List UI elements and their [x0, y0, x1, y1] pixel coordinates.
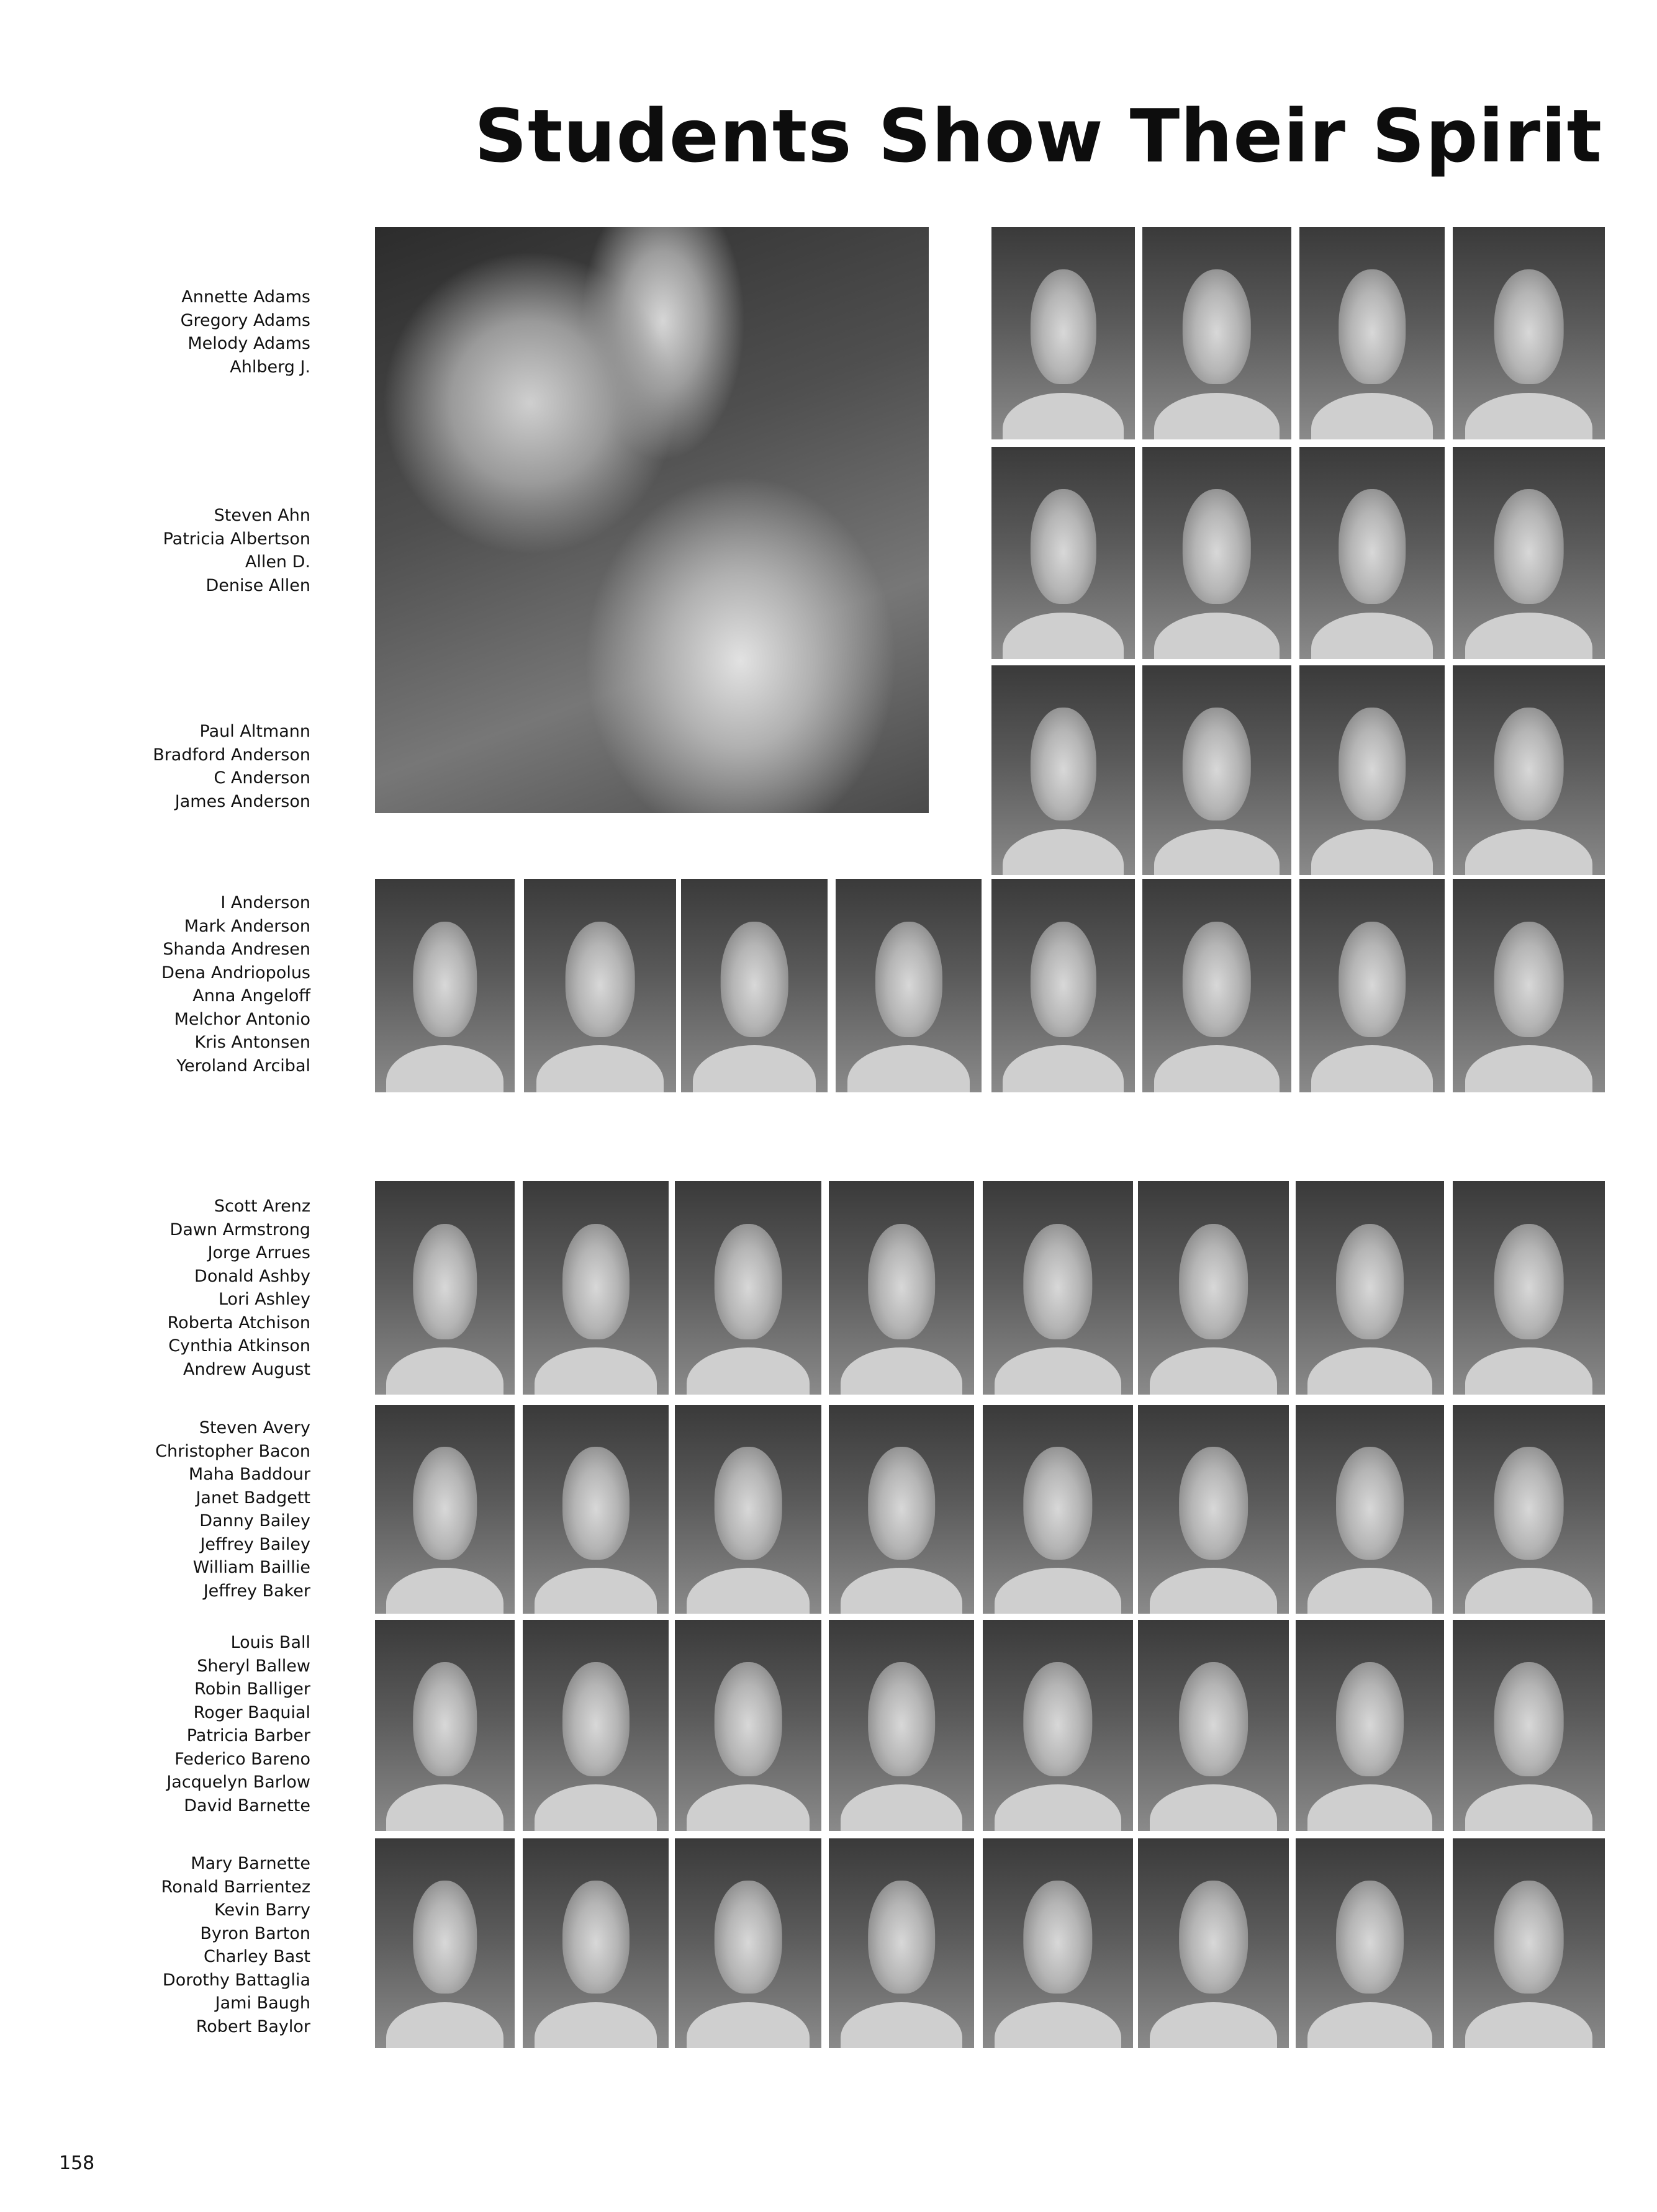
portrait-face — [1336, 1447, 1404, 1559]
student-name: Danny Bailey — [199, 1511, 310, 1531]
portrait-shoulders — [535, 1784, 657, 1831]
portrait-face — [1183, 489, 1251, 604]
student-name: Jeffrey Bailey — [200, 1534, 310, 1554]
portrait-face — [1336, 1662, 1404, 1776]
portrait-shoulders — [1307, 1784, 1432, 1831]
portrait-shoulders — [1154, 613, 1280, 659]
student-portrait — [523, 1620, 669, 1831]
portrait-face — [875, 922, 942, 1037]
portrait-face — [1494, 1662, 1564, 1776]
student-portrait — [1299, 227, 1445, 439]
student-name: Paul Altmann — [199, 722, 310, 741]
portrait-shoulders — [995, 2002, 1121, 2048]
portrait-shoulders — [1311, 613, 1434, 659]
student-portrait — [983, 1405, 1133, 1614]
student-name: Jorge Arrues — [207, 1243, 310, 1262]
student-portrait — [375, 1405, 515, 1614]
portrait-face — [1339, 708, 1406, 821]
portrait-face — [1030, 708, 1096, 821]
student-portrait — [1296, 1181, 1444, 1395]
portrait-face — [715, 1447, 782, 1559]
student-name: Byron Barton — [200, 1923, 310, 1943]
portrait-face — [1494, 1224, 1564, 1339]
student-portrait — [836, 879, 982, 1092]
student-name: C Anderson — [214, 768, 310, 788]
portrait-face — [1023, 1881, 1092, 1994]
student-name: Louis Ball — [230, 1633, 310, 1652]
student-portrait — [681, 879, 828, 1092]
student-name: Jami Baugh — [215, 1994, 310, 2013]
portrait-shoulders — [386, 1568, 503, 1614]
student-portrait — [1453, 1181, 1605, 1395]
student-portrait — [1142, 879, 1291, 1092]
portrait-face — [1023, 1224, 1092, 1339]
portrait-shoulders — [1465, 2002, 1593, 2048]
portrait-shoulders — [536, 1045, 664, 1092]
student-name: Roger Baquial — [193, 1702, 310, 1722]
portrait-face — [715, 1662, 782, 1776]
student-name: Kris Antonsen — [194, 1033, 310, 1052]
portrait-face — [1494, 1881, 1564, 1994]
student-name: Melody Adams — [187, 334, 310, 353]
name-list-group-2 — [50, 504, 310, 597]
student-name: Sheryl Ballew — [197, 1656, 310, 1676]
portrait-shoulders — [1150, 1347, 1276, 1395]
portrait-shoulders — [1150, 1568, 1276, 1614]
student-portrait — [991, 227, 1135, 439]
portrait-face — [1494, 922, 1564, 1037]
student-portrait — [1453, 227, 1605, 439]
portrait-shoulders — [687, 1347, 810, 1395]
name-list-group-5 — [50, 1195, 310, 1381]
student-portrait — [991, 665, 1135, 875]
portrait-face — [868, 1881, 935, 1994]
student-name: Maha Baddour — [188, 1465, 310, 1484]
portrait-face — [1494, 708, 1564, 821]
portrait-shoulders — [1465, 1045, 1593, 1092]
portrait-shoulders — [995, 1347, 1121, 1395]
student-portrait — [375, 1181, 515, 1395]
name-list-group-6 — [50, 1416, 310, 1603]
portrait-face — [1339, 489, 1406, 604]
student-name: Christopher Bacon — [155, 1441, 310, 1461]
student-portrait — [983, 1838, 1133, 2048]
student-portrait — [675, 1181, 821, 1395]
student-portrait — [1299, 879, 1445, 1092]
portrait-face — [413, 1662, 477, 1776]
portrait-shoulders — [386, 1347, 503, 1395]
student-name: Bradford Anderson — [153, 745, 310, 765]
portrait-face — [1494, 1447, 1564, 1559]
portrait-shoulders — [841, 1784, 963, 1831]
student-portrait — [983, 1181, 1133, 1395]
portrait-shoulders — [687, 1568, 810, 1614]
portrait-face — [562, 1662, 629, 1776]
student-name: Janet Badgett — [196, 1488, 310, 1508]
student-name: Dorothy Battaglia — [162, 1970, 310, 1990]
student-name: Steven Avery — [199, 1418, 310, 1437]
page-number: 158 — [59, 2152, 95, 2174]
student-name: Scott Arenz — [214, 1197, 310, 1216]
student-name: Charley Bast — [203, 1947, 310, 1966]
student-name: Ronald Barrientez — [161, 1877, 310, 1897]
student-portrait — [829, 1181, 974, 1395]
student-name: Andrew August — [183, 1359, 310, 1379]
page-title: Students Show Their Spirit — [474, 93, 1602, 179]
portrait-shoulders — [693, 1045, 816, 1092]
student-portrait — [523, 1181, 669, 1395]
student-name: Allen D. — [245, 552, 310, 572]
candid-crowd-photo — [375, 227, 929, 813]
student-portrait — [1296, 1405, 1444, 1614]
student-portrait — [1138, 1620, 1289, 1831]
portrait-face — [715, 1881, 782, 1994]
portrait-shoulders — [1307, 1568, 1432, 1614]
portrait-shoulders — [1311, 393, 1434, 439]
portrait-face — [1179, 1224, 1248, 1339]
portrait-shoulders — [1003, 829, 1123, 875]
student-name: Jeffrey Baker — [203, 1581, 310, 1601]
portrait-face — [562, 1447, 629, 1559]
portrait-shoulders — [841, 1347, 963, 1395]
student-name: David Barnette — [184, 1796, 310, 1815]
student-portrait — [983, 1620, 1133, 1831]
portrait-face — [1183, 269, 1251, 384]
student-portrait — [1453, 879, 1605, 1092]
student-portrait — [375, 879, 515, 1092]
student-name: Gregory Adams — [180, 310, 310, 330]
portrait-shoulders — [1307, 2002, 1432, 2048]
student-portrait — [1453, 1405, 1605, 1614]
student-name: Dena Andriopolus — [161, 963, 310, 982]
student-name: Kevin Barry — [214, 1900, 310, 1920]
portrait-face — [715, 1224, 782, 1339]
portrait-shoulders — [1003, 393, 1123, 439]
student-name: William Baillie — [192, 1558, 310, 1577]
name-list-group-7 — [50, 1631, 310, 1817]
student-portrait — [1138, 1405, 1289, 1614]
student-name: Yeroland Arcibal — [176, 1056, 310, 1076]
portrait-face — [1030, 489, 1096, 604]
portrait-shoulders — [386, 1784, 503, 1831]
portrait-shoulders — [1003, 1045, 1123, 1092]
portrait-shoulders — [1003, 613, 1123, 659]
portrait-shoulders — [841, 1568, 963, 1614]
portrait-face — [868, 1447, 935, 1559]
student-portrait — [375, 1620, 515, 1831]
student-portrait — [675, 1620, 821, 1831]
portrait-shoulders — [1465, 1568, 1593, 1614]
student-portrait — [375, 1838, 515, 2048]
student-portrait — [1453, 1838, 1605, 2048]
portrait-face — [1336, 1224, 1404, 1339]
portrait-shoulders — [841, 2002, 963, 2048]
student-name: Patricia Albertson — [163, 529, 310, 549]
student-portrait — [1142, 447, 1291, 659]
portrait-face — [1023, 1662, 1092, 1776]
portrait-face — [1030, 922, 1096, 1037]
portrait-shoulders — [687, 2002, 810, 2048]
portrait-face — [1179, 1447, 1248, 1559]
portrait-face — [868, 1224, 935, 1339]
student-name: Mark Anderson — [184, 916, 310, 936]
student-portrait — [829, 1838, 974, 2048]
portrait-face — [413, 1447, 477, 1559]
student-portrait — [991, 879, 1135, 1092]
student-name: Ahlberg J. — [230, 357, 310, 377]
portrait-shoulders — [1465, 829, 1593, 875]
portrait-face — [1023, 1447, 1092, 1559]
portrait-face — [721, 922, 788, 1037]
portrait-face — [413, 1224, 477, 1339]
portrait-face — [1494, 269, 1564, 384]
student-portrait — [1296, 1620, 1444, 1831]
student-name: Denise Allen — [205, 575, 310, 595]
portrait-face — [562, 1881, 629, 1994]
portrait-face — [565, 922, 635, 1037]
student-name: Annette Adams — [181, 287, 310, 307]
student-portrait — [523, 1405, 669, 1614]
portrait-face — [1336, 1881, 1404, 1994]
student-portrait — [829, 1405, 974, 1614]
portrait-face — [1183, 922, 1251, 1037]
student-name: Shanda Andresen — [163, 940, 310, 959]
portrait-face — [1339, 269, 1406, 384]
student-portrait — [1453, 665, 1605, 875]
portrait-shoulders — [1150, 1784, 1276, 1831]
portrait-face — [1494, 489, 1564, 604]
student-portrait — [524, 879, 676, 1092]
student-name: Anna Angeloff — [192, 986, 310, 1005]
student-name: Mary Barnette — [191, 1854, 310, 1873]
student-name: Donald Ashby — [194, 1266, 310, 1286]
name-list-group-3 — [50, 720, 310, 813]
student-portrait — [523, 1838, 669, 2048]
student-portrait — [1299, 447, 1445, 659]
portrait-face — [1339, 922, 1406, 1037]
portrait-shoulders — [535, 1347, 657, 1395]
portrait-face — [1179, 1881, 1248, 1994]
student-portrait — [1296, 1838, 1444, 2048]
portrait-shoulders — [1311, 829, 1434, 875]
portrait-face — [1179, 1662, 1248, 1776]
portrait-shoulders — [535, 2002, 657, 2048]
student-portrait — [675, 1405, 821, 1614]
portrait-shoulders — [687, 1784, 810, 1831]
student-portrait — [829, 1620, 974, 1831]
portrait-shoulders — [1465, 393, 1593, 439]
portrait-shoulders — [1154, 393, 1280, 439]
portrait-shoulders — [1307, 1347, 1432, 1395]
student-name: Steven Ahn — [214, 506, 310, 525]
name-list-group-8 — [50, 1852, 310, 2038]
student-name: I Anderson — [220, 893, 310, 912]
portrait-face — [413, 922, 477, 1037]
portrait-face — [868, 1662, 935, 1776]
student-name: Patricia Barber — [186, 1726, 310, 1745]
student-name: Cynthia Atkinson — [168, 1336, 310, 1356]
student-name: Federico Bareno — [174, 1749, 310, 1769]
student-portrait — [991, 447, 1135, 659]
portrait-shoulders — [1154, 829, 1280, 875]
student-name: James Anderson — [174, 791, 310, 811]
student-portrait — [1138, 1181, 1289, 1395]
portrait-shoulders — [1465, 1784, 1593, 1831]
student-name: Jacquelyn Barlow — [166, 1773, 310, 1792]
portrait-face — [1183, 708, 1251, 821]
student-portrait — [1142, 227, 1291, 439]
portrait-shoulders — [1150, 2002, 1276, 2048]
portrait-face — [562, 1224, 629, 1339]
portrait-shoulders — [1311, 1045, 1434, 1092]
student-portrait — [1453, 447, 1605, 659]
name-list-group-1 — [50, 285, 310, 379]
name-list-group-4 — [50, 891, 310, 1077]
student-name: Lori Ashley — [218, 1290, 310, 1309]
portrait-shoulders — [1465, 613, 1593, 659]
portrait-shoulders — [847, 1045, 970, 1092]
student-name: Robert Baylor — [196, 2016, 310, 2036]
portrait-shoulders — [995, 1784, 1121, 1831]
student-name: Dawn Armstrong — [169, 1220, 310, 1239]
portrait-face — [1030, 269, 1096, 384]
student-portrait — [1138, 1838, 1289, 2048]
portrait-shoulders — [1465, 1347, 1593, 1395]
portrait-shoulders — [386, 1045, 503, 1092]
student-portrait — [1142, 665, 1291, 875]
student-name: Robin Balliger — [194, 1679, 310, 1699]
student-name: Melchor Antonio — [174, 1009, 310, 1029]
portrait-face — [413, 1881, 477, 1994]
student-portrait — [1453, 1620, 1605, 1831]
student-portrait — [675, 1838, 821, 2048]
portrait-shoulders — [535, 1568, 657, 1614]
portrait-shoulders — [1154, 1045, 1280, 1092]
student-portrait — [1299, 665, 1445, 875]
student-name: Roberta Atchison — [167, 1313, 310, 1333]
portrait-shoulders — [386, 2002, 503, 2048]
portrait-shoulders — [995, 1568, 1121, 1614]
